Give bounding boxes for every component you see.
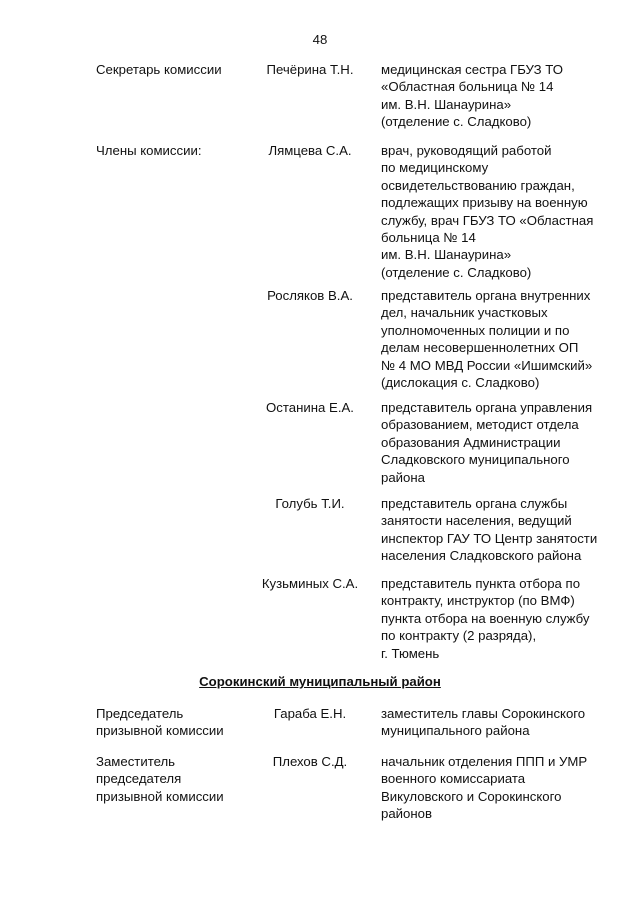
description-line: Сладковского муниципального: [381, 452, 570, 468]
role-line: призывной комиссии: [96, 788, 224, 804]
role-line: призывной комиссии: [96, 723, 224, 739]
description-line: занятости населения, ведущий: [381, 513, 572, 529]
name-line: Голубь Т.И.: [275, 496, 345, 511]
description-line: (дислокация с. Сладково): [381, 375, 540, 391]
role-line: Члены комиссии:: [96, 143, 202, 158]
description-line: представитель органа управления: [381, 400, 593, 415]
description-line: образованием, методист отдела: [381, 417, 579, 433]
description-line: пункта отбора на военную службу: [381, 610, 590, 626]
entry-description: [381, 61, 626, 131]
entry-role: [96, 753, 256, 805]
entry-role: [96, 705, 256, 740]
description-line: по контракту (2 разряда),: [381, 628, 537, 644]
description-line: уполномоченных полиции и по: [381, 322, 570, 338]
name-line: Кузьминых С.А.: [261, 576, 359, 591]
description-line: Викуловского и Сорокинского: [381, 788, 562, 804]
description-line: военного комиссариата: [381, 771, 526, 787]
description-line: больница № 14: [381, 230, 476, 246]
entry-description: [381, 399, 626, 486]
entry-description: [381, 705, 626, 740]
description-line: г. Тюмень: [381, 645, 440, 661]
description-line: «Областная больница № 14: [381, 79, 554, 95]
entry-name: [260, 61, 360, 78]
entry-name: [260, 705, 360, 722]
description-line: (отделение с. Сладково): [381, 114, 532, 130]
entry-name: [260, 753, 360, 770]
entry-description: [381, 287, 626, 391]
description-line: освидетельствованию граждан,: [381, 177, 575, 193]
role-line: Председатель: [96, 706, 184, 721]
name-line: Лямцева С.А.: [268, 143, 352, 158]
description-line: службу, врач ГБУЗ ТО «Областная: [381, 212, 594, 228]
description-line: представитель органа внутренних: [381, 288, 591, 303]
description-line: представитель пункта отбора по: [381, 576, 581, 591]
entry-description: [381, 575, 626, 662]
section-heading: Сорокинский муниципальный район: [199, 674, 441, 689]
description-line: муниципального района: [381, 723, 530, 739]
description-line: делам несовершеннолетних ОП: [381, 340, 579, 356]
description-line: образования Администрации: [381, 434, 561, 450]
entry-description: [381, 753, 626, 823]
entry-role: [96, 142, 256, 159]
description-line: подлежащих призыву на военную: [381, 195, 588, 211]
role-line: Заместитель: [96, 754, 176, 769]
role-line: Секретарь комиссии: [96, 62, 222, 77]
name-line: Плехов С.Д.: [272, 754, 348, 769]
name-line: Печёрина Т.Н.: [266, 62, 354, 77]
entry-role: [96, 61, 256, 78]
description-line: контракту, инструктор (по ВМФ): [381, 593, 575, 609]
description-line: (отделение с. Сладково): [381, 264, 532, 280]
description-line: дел, начальник участковых: [381, 305, 548, 321]
name-line: Гараба Е.Н.: [273, 706, 347, 721]
description-line: по медицинскому: [381, 160, 489, 176]
description-line: заместитель главы Сорокинского: [381, 706, 586, 721]
description-line: районов: [381, 806, 432, 822]
entry-description: [381, 495, 626, 565]
description-line: района: [381, 469, 425, 485]
entry-description: [381, 142, 626, 281]
role-line: председателя: [96, 771, 182, 787]
entry-name: [260, 287, 360, 304]
description-line: населения Сладковского района: [381, 548, 582, 564]
description-line: инспектор ГАУ ТО Центр занятости: [381, 530, 598, 546]
name-line: Останина Е.А.: [266, 400, 354, 415]
description-line: № 4 МО МВД России «Ишимский»: [381, 357, 593, 373]
entry-name: [260, 575, 360, 592]
entry-name: [260, 495, 360, 512]
description-line: врач, руководящий работой: [381, 143, 552, 158]
description-line: начальник отделения ППП и УМР: [381, 754, 588, 769]
name-line: Росляков В.А.: [267, 288, 353, 303]
description-line: им. В.Н. Шанаурина»: [381, 247, 512, 263]
page-number: 48: [312, 32, 328, 47]
description-line: им. В.Н. Шанаурина»: [381, 96, 512, 112]
entry-name: [260, 142, 360, 159]
description-line: медицинская сестра ГБУЗ ТО: [381, 62, 563, 77]
description-line: представитель органа службы: [381, 496, 568, 511]
entry-name: [260, 399, 360, 416]
